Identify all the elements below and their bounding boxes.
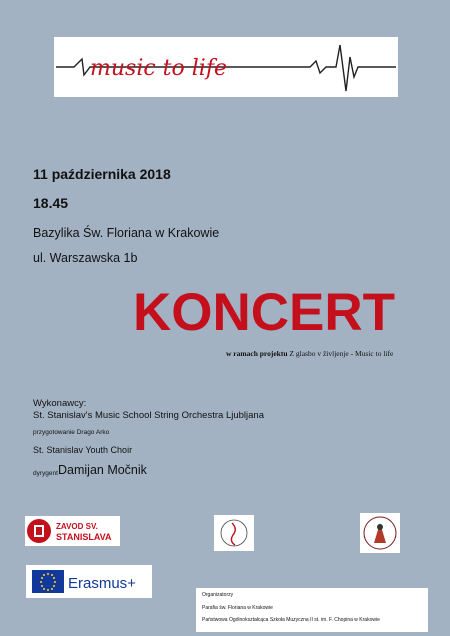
chopin-school-emblem [360, 513, 400, 553]
project-name: Z glasbo v življenje - Music to life [289, 349, 394, 358]
erasmus-text: Erasmus+ [68, 575, 136, 592]
project-line [226, 349, 393, 358]
logo-text: music to life [90, 56, 227, 81]
project-prefix: w ramach projektu [226, 349, 288, 358]
zavod-line2: STANISLAVA [56, 532, 112, 542]
headline: KONCERT [133, 283, 396, 342]
erasmus-plus-logo [26, 565, 152, 598]
zavod-sv-stanislava-logo [25, 516, 120, 546]
music-to-life-logo [54, 37, 398, 97]
organizer-music-school: Państwowa Ogólnokształcąca Szkoła Muzyczna II st. im. F. Chopina w Krakowie [202, 617, 380, 623]
music-school-emblem [214, 515, 254, 551]
orchestra-name: St. Stanislav's Music School String Orchestra Ljubljana [33, 410, 264, 421]
event-date: 11 października 2018 [33, 166, 171, 182]
preparation-credit: przygotowanie Drago Arko [33, 429, 110, 436]
organizer-parish: Parafia św. Floriana w Krakowie [202, 605, 273, 611]
heartbeat-logo-graphic [54, 37, 398, 97]
conductor-label: dyrygent [33, 470, 58, 477]
event-venue: Bazylika Św. Floriana w Krakowie [33, 226, 220, 240]
organizers-title: Organizatorzy [202, 592, 234, 598]
choir-name: St. Stanislav Youth Choir [33, 445, 133, 455]
organizers-box [196, 588, 428, 632]
event-street: ul. Warszawska 1b [33, 251, 138, 265]
event-time: 18.45 [33, 195, 69, 211]
zavod-line1: ZAVOD SV. [56, 522, 98, 531]
performers-label: Wykonawcy: [33, 398, 87, 409]
conductor-name: Damijan Močnik [58, 463, 147, 477]
